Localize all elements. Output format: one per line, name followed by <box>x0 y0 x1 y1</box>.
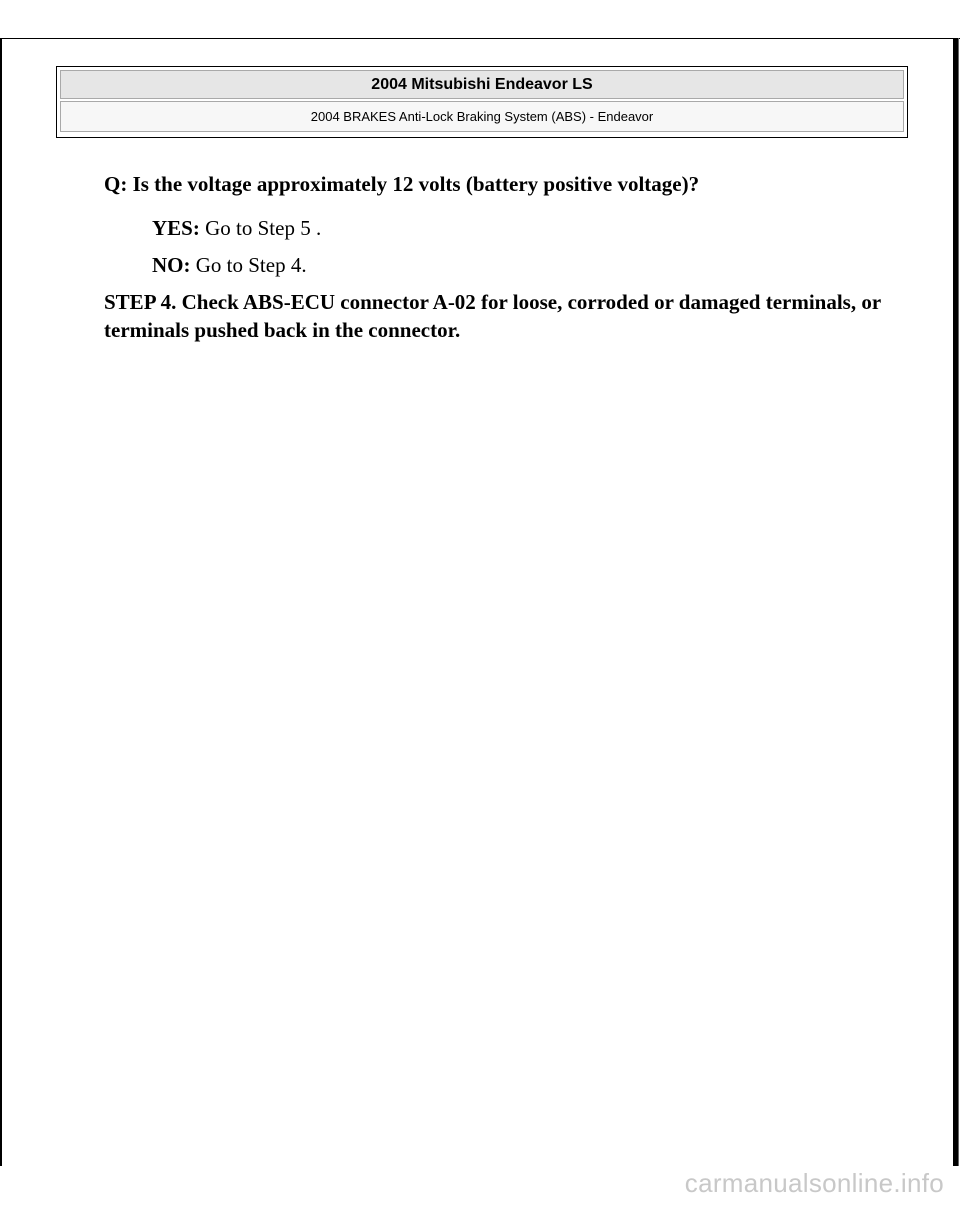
no-label: NO: <box>152 253 191 277</box>
section-subtitle: 2004 BRAKES Anti-Lock Braking System (ABS) - Endeavor <box>60 101 904 132</box>
no-answer <box>152 251 904 279</box>
yes-text: Go to Step 5 . <box>205 216 322 240</box>
page-frame-right-hairline <box>958 38 959 1166</box>
page-frame-left <box>0 38 2 1166</box>
page-frame-top <box>0 38 960 39</box>
vehicle-title: 2004 Mitsubishi Endeavor LS <box>60 70 904 99</box>
yes-answer <box>152 214 904 242</box>
site-watermark: carmanualsonline.info <box>684 1168 944 1198</box>
question-text: Q: Is the voltage approximately 12 volts (battery positive voltage)? <box>104 172 700 196</box>
no-text: Go to Step 4. <box>195 253 307 277</box>
yes-label: YES: <box>152 216 200 240</box>
document-header <box>56 66 908 138</box>
step-4-heading: STEP 4. Check ABS-ECU connector A-02 for loose, corroded or damaged terminals, or terminals pushed back in the connector. <box>104 290 881 342</box>
document-body <box>104 170 904 344</box>
